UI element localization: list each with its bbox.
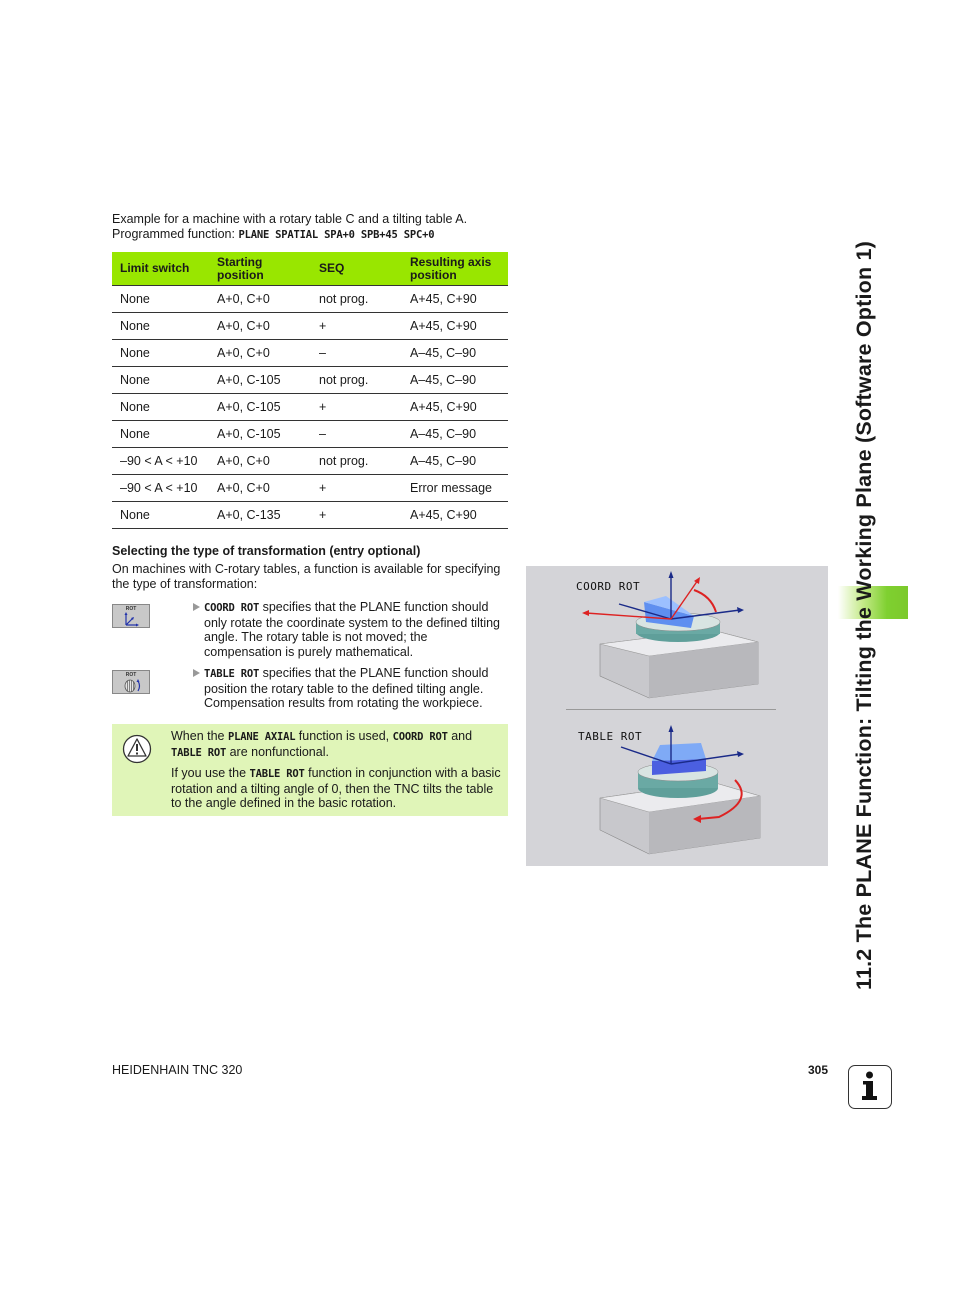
cell: None: [112, 394, 209, 421]
cell: A–45, C–90: [402, 448, 508, 475]
option-table-rot: [193, 666, 505, 711]
section-heading: Selecting the type of transformation (entry optional): [112, 544, 421, 558]
table-rot-softkey[interactable]: [112, 670, 150, 694]
coord-rot-diagram: [582, 571, 758, 698]
section-body: On machines with C-rotary tables, a function is available for specifying the type of transformation:: [112, 562, 501, 591]
cell: A+45, C+90: [402, 394, 508, 421]
intro-text: [112, 212, 512, 242]
info-i-glyph: [849, 1066, 890, 1107]
cell: None: [112, 421, 209, 448]
limit-switch-table: [112, 252, 508, 529]
warning-icon: [122, 734, 152, 764]
cell: A+0, C-105: [209, 394, 311, 421]
note-paragraph-2: If you use the TABLE ROT function in conjunction with a basic rotation and a tilting angle of 0, then the TNC tilts the table to the angle defined in the basic rotation.: [171, 766, 501, 810]
cell: Error message: [402, 475, 508, 502]
table-row: [112, 475, 508, 502]
cell: +: [311, 502, 402, 529]
option-description: specifies that the PLANE function should only rotate the coordinate system to the defined tilting angle. The rotary table is not moved; the compensation is purely mathematical.: [204, 600, 501, 659]
option-code: TABLE ROT: [204, 668, 260, 680]
col-resulting-position: Resulting axis position: [402, 252, 508, 286]
cell: None: [112, 313, 209, 340]
cell: A+45, C+90: [402, 313, 508, 340]
cell: –: [311, 421, 402, 448]
cell: +: [311, 394, 402, 421]
machine-diagram: [526, 566, 828, 866]
page-number: 305: [808, 1063, 829, 1077]
intro-line-2: Programmed function: PLANE SPATIAL SPA+0 SPB+45 SPC+0: [112, 226, 435, 241]
rotary-table-icon: [113, 671, 151, 695]
table-row: [112, 313, 508, 340]
col-seq: SEQ: [311, 252, 402, 286]
table-row: [112, 367, 508, 394]
cell: A+0, C-105: [209, 421, 311, 448]
cell: A–45, C–90: [402, 340, 508, 367]
cell: +: [311, 313, 402, 340]
warning-note: [112, 724, 508, 816]
chapter-title: 11.2 The PLANE Function: Tilting the Working Plane (Software Option 1): [852, 240, 876, 990]
cell: not prog.: [311, 286, 402, 313]
cell: A+45, C+90: [402, 286, 508, 313]
softkey-label: ROT: [125, 672, 137, 678]
cell: None: [112, 367, 209, 394]
cell: None: [112, 286, 209, 313]
table-row: [112, 394, 508, 421]
col-limit-switch: Limit switch: [112, 252, 209, 286]
cell: A–45, C–90: [402, 367, 508, 394]
table-row: [112, 421, 508, 448]
coord-rot-softkey[interactable]: [112, 604, 150, 628]
cell: A+0, C+0: [209, 448, 311, 475]
cell: A+0, C+0: [209, 475, 311, 502]
cell: A–45, C–90: [402, 421, 508, 448]
cell: A+0, C+0: [209, 340, 311, 367]
option-description: specifies that the PLANE function should position the rotary table to the defined tilting angle. Compensation results from rotating the workpiece.: [204, 666, 489, 710]
programmed-function-code: PLANE SPATIAL SPA+0 SPB+45 SPC+0: [238, 228, 435, 241]
cell: A+45, C+90: [402, 502, 508, 529]
footer-product: HEIDENHAIN TNC 320: [112, 1063, 243, 1077]
table-row: [112, 448, 508, 475]
cell: A+0, C-105: [209, 367, 311, 394]
table-row: [112, 286, 508, 313]
option-code: COORD ROT: [204, 602, 260, 614]
cell: not prog.: [311, 367, 402, 394]
cell: A+0, C+0: [209, 313, 311, 340]
cell: None: [112, 340, 209, 367]
coordinate-axes-icon: [113, 605, 151, 629]
cell: None: [112, 502, 209, 529]
table-rot-figure-label: TABLE ROT: [578, 730, 643, 743]
table-rot-diagram: [600, 725, 760, 854]
cell: A+0, C+0: [209, 286, 311, 313]
note-paragraph-1: When the PLANE AXIAL function is used, COORD ROT and TABLE ROT are nonfunctional.: [171, 729, 473, 759]
cell: A+0, C-135: [209, 502, 311, 529]
intro-line-1: Example for a machine with a rotary table C and a tilting table A.: [112, 212, 468, 226]
arrow-bullet-icon: [193, 669, 200, 677]
cell: –90 < A < +10: [112, 475, 209, 502]
info-icon: [848, 1065, 892, 1109]
cell: +: [311, 475, 402, 502]
table-header-row: [112, 252, 508, 286]
option-coord-rot: [193, 600, 505, 659]
col-starting-position: Starting position: [209, 252, 311, 286]
arrow-bullet-icon: [193, 603, 200, 611]
softkey-label: ROT: [125, 606, 137, 612]
cell: –90 < A < +10: [112, 448, 209, 475]
table-row: [112, 340, 508, 367]
transformation-illustration: [526, 566, 828, 866]
coord-rot-figure-label: COORD ROT: [576, 580, 641, 593]
table-row: [112, 502, 508, 529]
cell: not prog.: [311, 448, 402, 475]
cell: –: [311, 340, 402, 367]
